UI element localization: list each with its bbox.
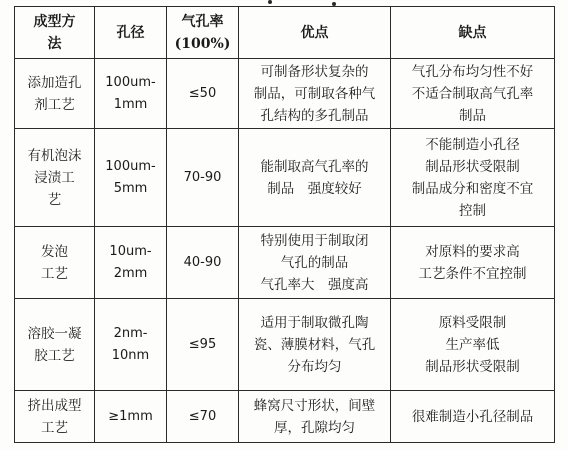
porous-ceramic-forming-methods-table [14,6,555,443]
cell-method: 有机泡沫 浸渍工 艺 [15,129,95,227]
header-porosity: 气孔率 (100%) [167,7,239,59]
header-pore-size: 孔径 [95,7,167,59]
table-row [15,299,555,391]
table-row [15,227,555,299]
cell-method: 挤出成型 工艺 [15,391,95,443]
cell-pore-size: 2nm- 10nm [95,299,167,391]
cell-disadvantages: 气孔分布均匀性不好 不适合制取高气孔率 制品 [391,59,555,129]
header-disadvantages: 缺点 [391,7,555,59]
cell-porosity: ≤70 [167,391,239,443]
cell-pore-size: 100um- 5mm [95,129,167,227]
cell-porosity: ≤95 [167,299,239,391]
header-advantages: 优点 [239,7,391,59]
table-row [15,391,555,443]
cell-method: 溶胶一凝 胶工艺 [15,299,95,391]
table-row [15,59,555,129]
table-header-row [15,7,555,59]
cell-pore-size: ≥1mm [95,391,167,443]
scan-speck [268,0,272,4]
cell-advantages: 蜂窝尺寸形状，间壁 厚，孔隙均匀 [239,391,391,443]
cell-advantages: 可制备形状复杂的 制品，可制取各种气 孔结构的多孔制品 [239,59,391,129]
cell-disadvantages: 对原料的要求高 工艺条件不宜控制 [391,227,555,299]
table-row [15,129,555,227]
cell-advantages: 能制取高气孔率的 制品 强度较好 [239,129,391,227]
cell-method: 发泡 工艺 [15,227,95,299]
cell-advantages: 适用于制取微孔陶 瓷、薄膜材料，气孔 分布均匀 [239,299,391,391]
header-method: 成型方 法 [15,7,95,59]
cell-disadvantages: 原料受限制 生产率低 制品形状受限制 [391,299,555,391]
cell-method: 添加造孔 剂工艺 [15,59,95,129]
cell-porosity: 70-90 [167,129,239,227]
cell-porosity: ≤50 [167,59,239,129]
cell-pore-size: 10um- 2mm [95,227,167,299]
cell-disadvantages: 不能制造小孔径 制品形状受限制 制品成分和密度不宜 控制 [391,129,555,227]
cell-disadvantages: 很难制造小孔径制品 [391,391,555,443]
cell-porosity: 40-90 [167,227,239,299]
cell-pore-size: 100um- 1mm [95,59,167,129]
cell-advantages: 特别使用于制取闭 气孔的制品 气孔率大 强度高 [239,227,391,299]
